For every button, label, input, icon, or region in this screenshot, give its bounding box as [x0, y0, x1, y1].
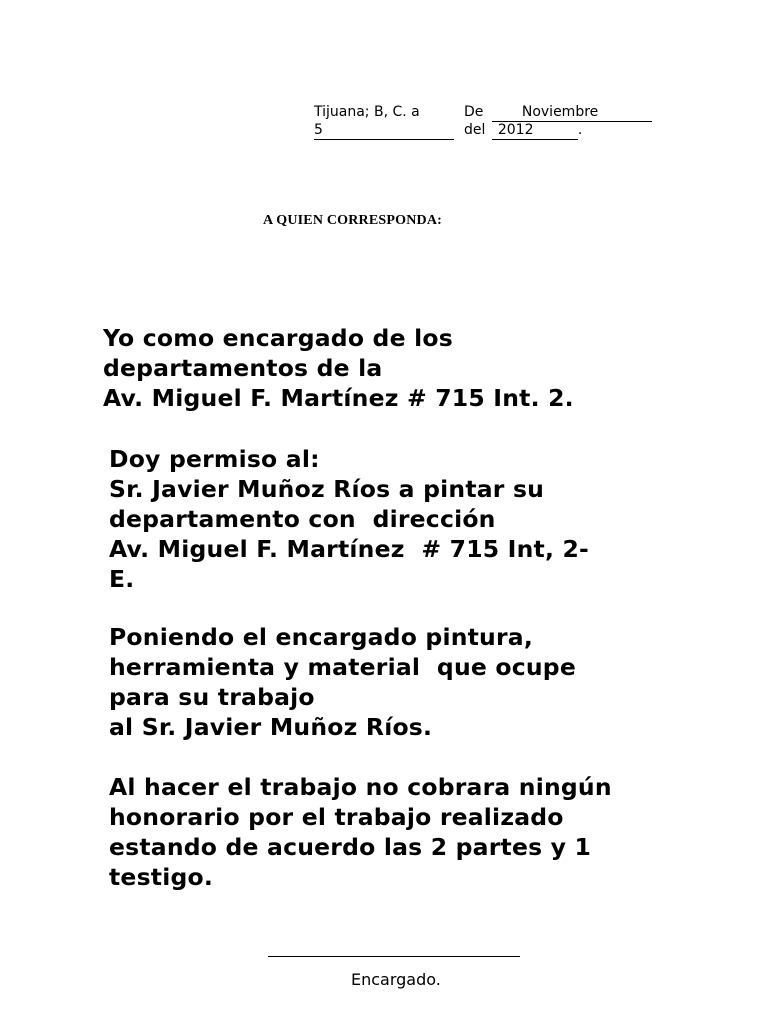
paragraph-permission [109, 444, 589, 594]
signature-label: Encargado. [351, 970, 441, 989]
paragraph-line: Yo como encargado de los [103, 324, 453, 352]
del-label: del [464, 122, 486, 138]
paragraph-line: Poniendo el encargado pintura, [109, 623, 533, 651]
day-value: 5 [314, 121, 454, 140]
month-field [464, 103, 652, 122]
paragraph-line: para su trabajo [109, 683, 315, 711]
paragraph-line: Al hacer el trabajo no cobrara ningún [109, 773, 612, 801]
paragraph-line: honorario por el trabajo realizado [109, 803, 564, 831]
place-text: Tijuana; B, C. a [314, 104, 420, 120]
paragraph-line: Av. Miguel F. Martínez # 715 Int. 2. [103, 384, 574, 412]
paragraph-line: herramienta y material que ocupe [109, 653, 576, 681]
day-field [314, 121, 454, 140]
month-value: Noviembre [492, 103, 652, 122]
paragraph-line: departamento con dirección [109, 505, 496, 533]
signature-line [268, 956, 520, 957]
paragraph-line: testigo. [109, 863, 213, 891]
paragraph-intro [103, 323, 574, 413]
de-label: De [464, 104, 484, 120]
paragraph-terms [109, 772, 612, 892]
place-label [314, 103, 420, 121]
year-field [464, 121, 582, 140]
year-value: 2012 [492, 121, 578, 140]
paragraph-line: Doy permiso al: [109, 445, 320, 473]
paragraph-line: Sr. Javier Muñoz Ríos a pintar su [109, 475, 545, 503]
paragraph-line: E. [109, 565, 135, 593]
paragraph-materials [109, 622, 576, 742]
paragraph-line: departamentos de la [103, 354, 383, 382]
year-period: . [577, 122, 583, 138]
salutation: A QUIEN CORRESPONDA: [263, 213, 443, 228]
paragraph-line: Av. Miguel F. Martínez # 715 Int, 2- [109, 535, 589, 563]
paragraph-line: al Sr. Javier Muñoz Ríos. [109, 713, 433, 741]
paragraph-line: estando de acuerdo las 2 partes y 1 [109, 833, 592, 861]
